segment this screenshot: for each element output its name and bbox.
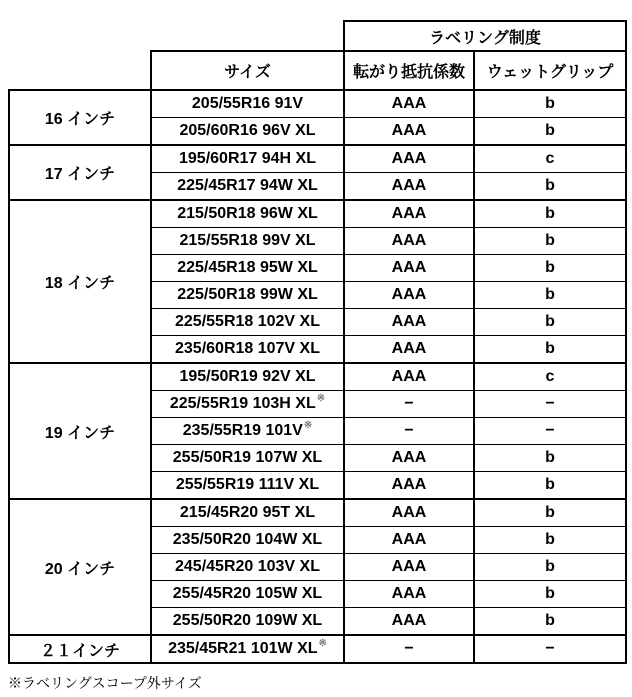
rolling-resistance-value: AAA xyxy=(344,581,474,608)
table-row xyxy=(9,200,626,228)
wet-grip-value: − xyxy=(474,635,626,663)
out-of-scope-marker: ※ xyxy=(316,393,326,404)
rolling-resistance-value: AAA xyxy=(344,228,474,255)
wet-grip-value: b xyxy=(474,90,626,118)
tire-size-cell xyxy=(151,173,344,201)
table-row xyxy=(9,499,626,527)
table-row xyxy=(9,90,626,118)
tire-size-text: 255/50R20 109W XL xyxy=(172,612,323,629)
tire-size-cell xyxy=(151,200,344,228)
tire-size-text: 255/50R19 107W XL xyxy=(172,449,323,466)
wet-grip-value: − xyxy=(474,418,626,445)
out-of-scope-marker: ※ xyxy=(318,638,327,649)
rolling-resistance-value: AAA xyxy=(344,90,474,118)
rolling-resistance-value: AAA xyxy=(344,554,474,581)
tire-size-cell xyxy=(151,499,344,527)
wet-grip-value: b xyxy=(474,554,626,581)
table-row xyxy=(9,363,626,391)
tire-size-cell xyxy=(151,255,344,282)
rolling-resistance-value: AAA xyxy=(344,499,474,527)
header-row-labeling xyxy=(9,21,626,51)
inch-group-label: ２１インチ xyxy=(9,635,151,663)
tire-size-text: 225/55R18 102V XL xyxy=(175,313,320,330)
rolling-resistance-value: AAA xyxy=(344,527,474,554)
tire-size-text: 255/55R19 111V XL xyxy=(175,476,320,493)
tire-size-text: 215/55R18 99V XL xyxy=(179,232,316,249)
tire-size-text: 195/60R17 94H XL xyxy=(179,150,316,167)
inch-group-label: 20 インチ xyxy=(9,499,151,635)
wet-grip-value: b xyxy=(474,336,626,364)
wet-grip-value: b xyxy=(474,118,626,146)
wet-grip-value: c xyxy=(474,145,626,173)
rolling-resistance-value: AAA xyxy=(344,118,474,146)
tire-size-cell xyxy=(151,118,344,146)
tire-size-cell xyxy=(151,282,344,309)
tire-size-cell xyxy=(151,90,344,118)
rolling-resistance-value: AAA xyxy=(344,282,474,309)
tire-size-text: 235/45R21 101W XL xyxy=(168,640,318,657)
header-blank-cell xyxy=(9,21,344,51)
rolling-resistance-value: AAA xyxy=(344,200,474,228)
labeling-system-header: ラベリング制度 xyxy=(344,21,626,51)
rolling-resistance-value: AAA xyxy=(344,608,474,636)
tire-size-cell xyxy=(151,527,344,554)
rolling-resistance-value: AAA xyxy=(344,145,474,173)
tire-size-text: 235/55R19 101V xyxy=(182,422,303,439)
table-header xyxy=(9,21,626,90)
wet-grip-value: b xyxy=(474,309,626,336)
inch-group-label: 19 インチ xyxy=(9,363,151,499)
wet-grip-value: c xyxy=(474,363,626,391)
rolling-resistance-column-header: 転がり抵抗係数 xyxy=(344,51,474,90)
header-row-columns xyxy=(9,51,626,90)
out-of-scope-marker: ※ xyxy=(303,420,313,431)
tire-size-cell xyxy=(151,418,344,445)
wet-grip-value: b xyxy=(474,581,626,608)
tire-size-cell xyxy=(151,635,344,663)
tire-size-text: 225/50R18 99W XL xyxy=(177,286,318,303)
rolling-resistance-value: AAA xyxy=(344,309,474,336)
rolling-resistance-value: − xyxy=(344,418,474,445)
wet-grip-value: b xyxy=(474,472,626,500)
inch-group-label: 18 インチ xyxy=(9,200,151,363)
rolling-resistance-value: − xyxy=(344,635,474,663)
rolling-resistance-value: AAA xyxy=(344,336,474,364)
tire-size-cell xyxy=(151,445,344,472)
tire-size-text: 205/55R16 91V xyxy=(191,95,304,112)
tire-size-text: 225/55R19 103H XL xyxy=(169,395,316,412)
tire-size-cell xyxy=(151,472,344,500)
wet-grip-value: b xyxy=(474,527,626,554)
wet-grip-value: b xyxy=(474,200,626,228)
tire-size-text: 205/60R16 96V XL xyxy=(179,122,316,139)
rolling-resistance-value: AAA xyxy=(344,472,474,500)
wet-grip-value: b xyxy=(474,608,626,636)
tire-size-cell xyxy=(151,309,344,336)
wet-grip-value: b xyxy=(474,282,626,309)
wet-grip-value: − xyxy=(474,391,626,418)
inch-group-label: 16 インチ xyxy=(9,90,151,145)
tire-size-text: 235/50R20 104W XL xyxy=(172,531,323,548)
tire-size-cell xyxy=(151,363,344,391)
rolling-resistance-value: AAA xyxy=(344,363,474,391)
table-row xyxy=(9,145,626,173)
rolling-resistance-value: AAA xyxy=(344,173,474,201)
tire-size-cell xyxy=(151,608,344,636)
wet-grip-value: b xyxy=(474,173,626,201)
tire-size-text: 255/45R20 105W XL xyxy=(172,585,323,602)
tire-size-cell xyxy=(151,336,344,364)
table-body xyxy=(9,90,626,663)
footnote: ※ラベリングスコープ外サイズ xyxy=(8,675,202,691)
wet-grip-value: b xyxy=(474,255,626,282)
wet-grip-value: b xyxy=(474,499,626,527)
wet-grip-value: b xyxy=(474,228,626,255)
tire-size-text: 195/50R19 92V XL xyxy=(179,368,316,385)
header-blank-cell xyxy=(9,51,151,90)
tire-size-cell xyxy=(151,145,344,173)
tire-size-cell xyxy=(151,228,344,255)
size-column-header: サイズ xyxy=(151,51,344,90)
table-row xyxy=(9,635,626,663)
tire-size-text: 225/45R18 95W XL xyxy=(177,259,318,276)
rolling-resistance-value: AAA xyxy=(344,255,474,282)
wet-grip-value: b xyxy=(474,445,626,472)
tire-size-text: 235/60R18 107V XL xyxy=(175,340,320,357)
tire-size-cell xyxy=(151,554,344,581)
tire-size-cell xyxy=(151,391,344,418)
tire-size-text: 225/45R17 94W XL xyxy=(177,177,318,194)
inch-group-label: 17 インチ xyxy=(9,145,151,200)
rolling-resistance-value: AAA xyxy=(344,445,474,472)
wet-grip-column-header: ウェットグリップ xyxy=(474,51,626,90)
tire-size-labeling-table xyxy=(8,20,627,664)
rolling-resistance-value: − xyxy=(344,391,474,418)
tire-size-text: 245/45R20 103V XL xyxy=(175,558,320,575)
tire-size-text: 215/45R20 95T XL xyxy=(179,504,316,521)
tire-size-text: 215/50R18 96W XL xyxy=(177,205,318,222)
tire-size-cell xyxy=(151,581,344,608)
